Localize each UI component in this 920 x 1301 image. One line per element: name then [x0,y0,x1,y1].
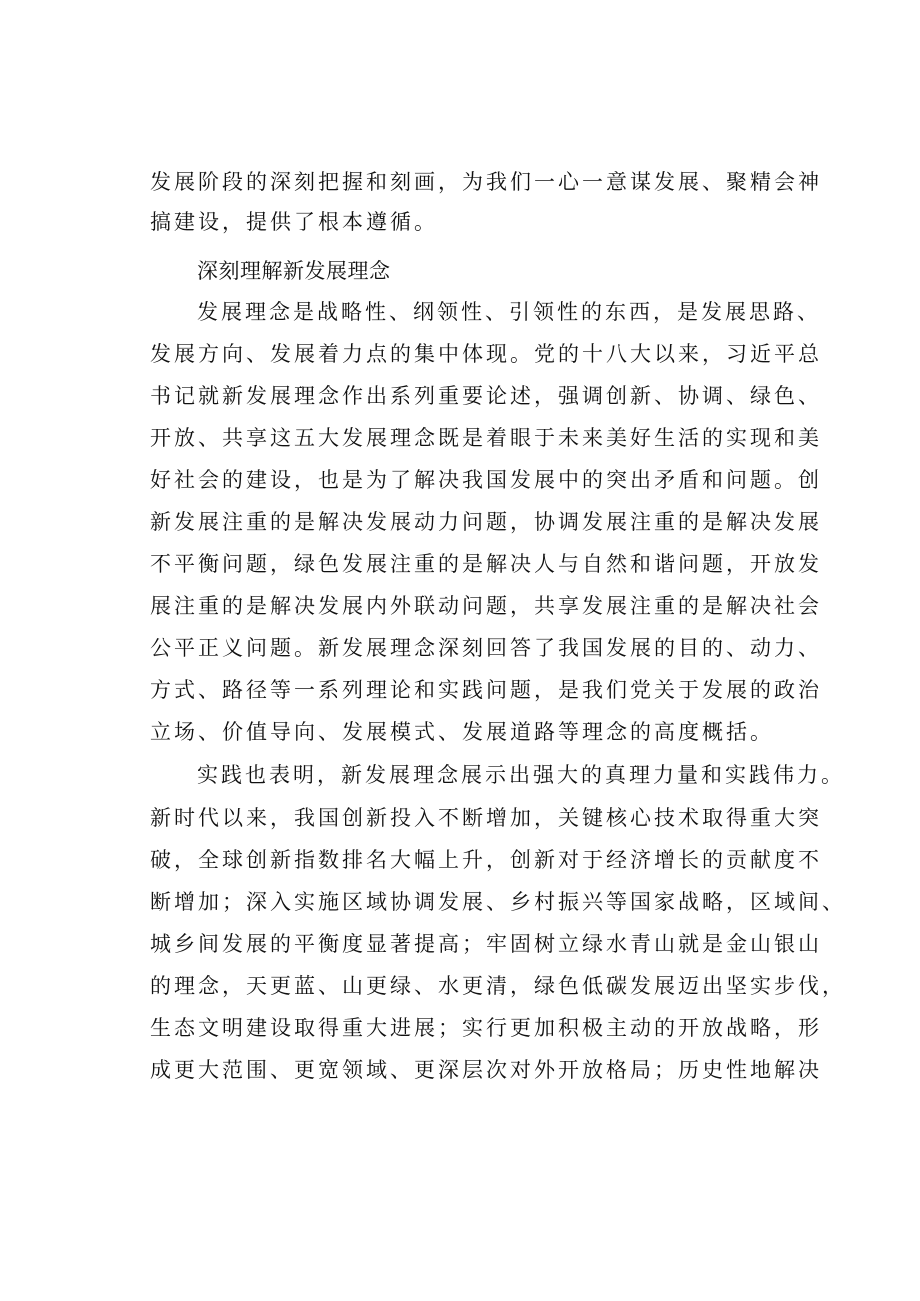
body-text-line: 的理念，天更蓝、山更绿、水更清，绿色低碳发展迈出坚实步伐， [150,974,846,998]
body-text-line: 公平正义问题。新发展理念深刻回答了我国发展的目的、动力、 [150,636,822,660]
body-text-line: 实践也表明，新发展理念展示出强大的真理力量和实践伟力。 [197,763,845,787]
body-text-line: 城乡间发展的平衡度显著提高；牢固树立绿水青山就是金山银山 [150,932,822,956]
body-text-line: 方式、路径等一系列理论和实践问题，是我们党关于发展的政治 [150,678,822,702]
body-text-line: 新发展注重的是解决发展动力问题，协调发展注重的是解决发展 [150,510,822,534]
body-text-line: 书记就新发展理念作出系列重要论述，强调创新、协调、绿色、 [150,384,822,408]
section-heading: 深刻理解新发展理念 [197,259,391,283]
body-text-line: 发展方向、发展着力点的集中体现。党的十八大以来，习近平总 [150,342,822,366]
body-text-line: 成更大范围、更宽领域、更深层次对外开放格局；历史性地解决 [150,1058,822,1082]
body-text-line: 发展理念是战略性、纲领性、引领性的东西，是发展思路、 [197,300,821,324]
body-text-line: 发展阶段的深刻把握和刻画，为我们一心一意谋发展、聚精会神 [150,170,822,194]
body-text-line: 好社会的建设，也是为了解决我国发展中的突出矛盾和问题。创 [150,468,822,492]
body-text-line: 不平衡问题，绿色发展注重的是解决人与自然和谐问题，开放发 [150,552,822,576]
body-text-line: 新时代以来，我国创新投入不断增加，关键核心技术取得重大突 [150,806,822,830]
body-text-line: 破，全球创新指数排名大幅上升，创新对于经济增长的贡献度不 [150,848,822,872]
body-text-line: 展注重的是解决发展内外联动问题，共享发展注重的是解决社会 [150,594,822,618]
body-text-line: 开放、共享这五大发展理念既是着眼于未来美好生活的实现和美 [150,426,822,450]
body-text-line: 生态文明建设取得重大进展；实行更加积极主动的开放战略，形 [150,1016,822,1040]
body-text-line: 立场、价值导向、发展模式、发展道路等理念的高度概括。 [150,720,774,744]
body-text-line: 搞建设，提供了根本遵循。 [150,210,438,234]
body-text-line: 断增加；深入实施区域协调发展、乡村振兴等国家战略，区域间、 [150,890,846,914]
